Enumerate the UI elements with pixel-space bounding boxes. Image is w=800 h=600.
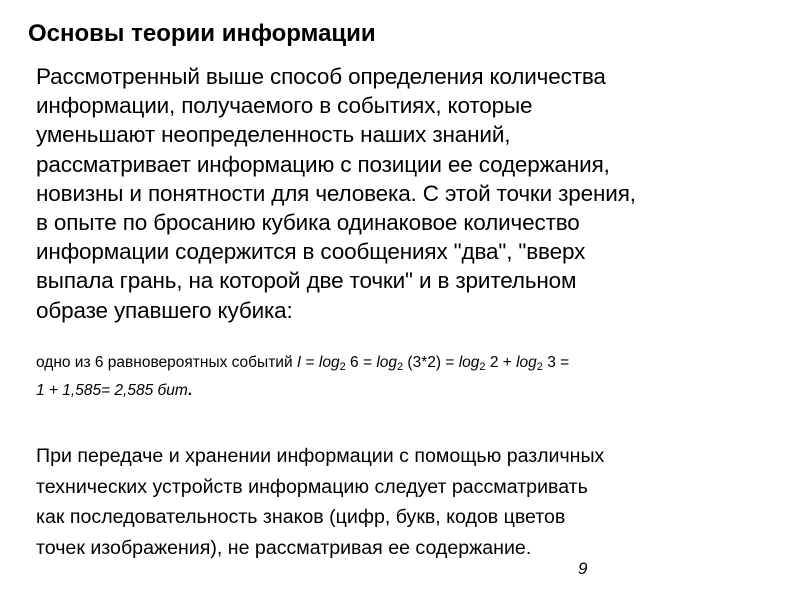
formula-log: log xyxy=(318,354,340,371)
formula-log-base: 2 xyxy=(339,361,346,373)
formula-log: log xyxy=(516,354,537,371)
text-line: информации содержится в сообщениях "два", "вверх xyxy=(36,239,586,265)
text-line: выпала грань, на которой две точки" и в зрительном xyxy=(36,268,577,294)
formula-log-base: 2 xyxy=(536,361,543,373)
formula-intro: одно из 6 равновероятных событий xyxy=(36,354,297,371)
formula-term: 2 + xyxy=(485,354,517,371)
formula-result: 1 + 1,585= 2,585 бит xyxy=(36,382,188,399)
formula-line-1 xyxy=(36,349,569,377)
formula-line-2 xyxy=(36,377,569,405)
text-line: в опыте по бросанию кубика одинаковое количество xyxy=(36,210,580,236)
text-line: Рассмотренный выше способ определения количества xyxy=(36,64,606,89)
text-line: как последовательность знаков (цифр, букв, кодов цветов xyxy=(36,506,566,528)
text-line: образе упавшего кубика: xyxy=(36,297,293,323)
main-paragraph xyxy=(36,62,776,325)
text-line: новизны и понятности для человека. С этой точки зрения, xyxy=(36,180,636,206)
text-line: рассматривает информацию с позиции ее содержания, xyxy=(36,151,610,177)
second-paragraph xyxy=(36,441,776,563)
formula-variable: I xyxy=(296,354,302,371)
formula-equals: = xyxy=(301,354,319,371)
formula-log: log xyxy=(458,354,480,371)
text-line: уменьшают неопределенность наших знаний, xyxy=(36,122,511,148)
text-line: технических устройств информацию следует рассматривать xyxy=(36,475,588,498)
formula-log: log xyxy=(376,354,397,371)
slide-title: Основы теории информации xyxy=(28,20,376,47)
text-line: информации, получаемого в событиях, которые xyxy=(36,93,533,119)
text-line: При передаче и хранении информации с помощью различных xyxy=(36,445,605,467)
page-number: 9 xyxy=(578,559,588,578)
formula-term: 3 = xyxy=(542,354,570,371)
text-line: точек изображения), не рассматривая ее содержание. xyxy=(36,536,532,559)
formula-period: . xyxy=(187,382,193,399)
formula-term: (3*2) = xyxy=(403,354,459,371)
formula-term: 6 = xyxy=(345,354,377,371)
formula-log-base: 2 xyxy=(397,361,404,373)
formula-log-base: 2 xyxy=(479,361,486,373)
formula-block xyxy=(36,349,569,405)
